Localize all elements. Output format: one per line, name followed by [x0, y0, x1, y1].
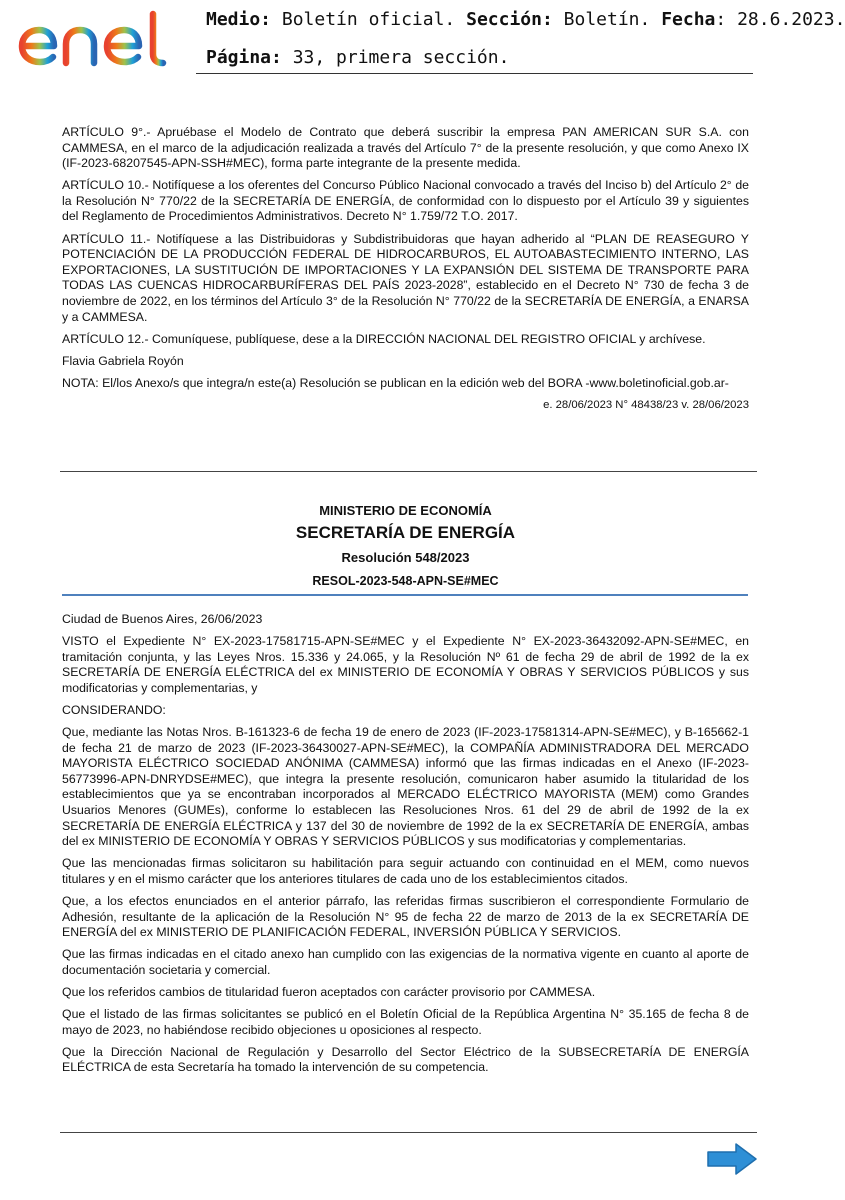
article-10: ARTÍCULO 10.- Notifíquese a los oferentes del Concurso Público Nacional convocado a través del Inciso b) del Artículo 2° de la Resolución N° 770/22 de la SECRETARÍA DE ENERGÍA, de conformidad con lo dispuesto por el Artículo 39 y siguientes del Reglamento de Procedimientos Administrativos. Decreto N° 1.759/72 T.O. 2017. — [62, 178, 749, 224]
visto-paragraph: VISTO el Expediente N° EX-2023-17581715-APN-SE#MEC y el Expediente N° EX-2023-36432092-APN-SE#MEC, en tramitación conjunta, y las Leyes Nros. 15.336 y 24.065, y la Resolución Nº 61 de fecha 29 de abril de 1992 de la ex SECRETARÍA DE ENERGÍA ELÉCTRICA del ex MINISTERIO DE ECONOMÍA Y OBRAS Y SERVICIOS PÚBLICOS y sus modificatorias y complementarias, y — [62, 634, 749, 695]
considerando-3: Que, a los efectos enunciados en el anterior párrafo, las referidas firmas suscribieron el correspondiente Formulario de Adhesión, resultante de la aplicación de la Resolución N° 95 de fecha 22 de marzo de 2013 de la ex SECRETARÍA DE ENERGÍA del ex MINISTERIO DE PLANIFICACIÓN FEDERAL, INVERSIÓN PÚBLICA Y SERVICIOS. — [62, 894, 749, 940]
section-separator — [60, 471, 757, 472]
arrow-right-icon[interactable] — [706, 1142, 758, 1176]
enel-logo — [16, 6, 180, 70]
considerando-7: Que la Dirección Nacional de Regulación y Desarrollo del Sector Eléctrico de la SUBSECRETARÍA DE ENERGÍA ELÉCTRICA de esta Secretaría ha tomado la intervención de su competencia. — [62, 1044, 749, 1075]
article-9: ARTÍCULO 9°.- Apruébase el Modelo de Contrato que deberá suscribir la empresa PAN AMERICAN SUR S.A. con CAMMESA, en el marco de la adjudicación realizada a través del Artículo 7° de la presente resolución, y que como Anexo IX (IF-2023-68207545-APN-SSH#MEC), forma parte integrante de la presente medida. — [62, 125, 749, 171]
secretariat-heading: SECRETARÍA DE ENERGÍA — [295, 523, 516, 542]
signature: Flavia Gabriela Royón — [62, 353, 184, 368]
medio-label: Medio: — [206, 9, 272, 30]
place-date: Ciudad de Buenos Aires, 26/06/2023 — [62, 612, 263, 626]
article-11: ARTÍCULO 11.- Notifíquese a las Distribuidoras y Subdistribuidoras que hayan adherido al “PLAN DE REASEGURO Y POTENCIACIÓN DE LA PRODUCCIÓN FEDERAL DE HIDROCARBUROS, EL AUTOABASTECIMIENTO INTERNO, LAS EXPORTACIONES, LA SUSTITUCIÓN DE IMPORTACIONES Y LA EXPANSIÓN DEL SISTEMA DE TRANSPORTE PARA TODAS LAS CUENCAS HIDROCARBURÍFERAS DEL PAÍS 2023-2028”, establecido en el Decreto N° 730 de fecha 3 de noviembre de 2022, en los términos del Artículo 3° de la Resolución N° 770/22 de la SECRETARÍA DE ENERGÍA, a ENARSA y a CAMMESA. — [62, 231, 749, 324]
title-rule — [62, 594, 748, 596]
pagina-label: Página: — [206, 47, 282, 68]
considerando-5: Que los referidos cambios de titularidad fueron aceptados con carácter provisorio por CAMMESA. — [62, 984, 596, 999]
resolution-number: Resolución 548/2023 — [341, 550, 470, 565]
previous-resolution-text — [62, 125, 749, 420]
considerando-1: Que, mediante las Notas Nros. B-161323-6 de fecha 19 de enero de 2023 (IF-2023-17581314-APN-SE#MEC), y B-165662-1 de fecha 21 de marzo de 2023 (IF-2023-36430027-APN-SE#MEC), la COMPAÑÍA ADMINISTRADORA DEL MERCADO MAYORISTA ELÉCTRICO SOCIEDAD ANÓNIMA (CAMMESA) informó que las firmas indicadas en el Anexo (IF-2023-56773996-APN-DNRYDSE#MEC), que integra la presente resolución, comunicaron haber asumido la titularidad de los establecimientos que ya se encontraban incorporados al MERCADO ELÉCTRICO MAYORISTA (MEM) como Grandes Usuarios Menores (GUMEs), conforme lo establecen las Resoluciones Nros. 61 del 29 de abril de 1992 de la ex SECRETARÍA DE ENERGÍA ELÉCTRICA y 137 del 30 de noviembre de 1992 de la ex SECRETARÍA DE ENERGÍA, ambas del ex MINISTERIO DE ECONOMÍA Y OBRAS Y SERVICIOS PÚBLICOS y sus modificatorias y complementarias. — [62, 725, 749, 849]
article-12: ARTÍCULO 12.- Comuníquese, publíquese, dese a la DIRECCIÓN NACIONAL DEL REGISTRO OFICIAL y archívese. — [62, 331, 706, 346]
bottom-separator — [60, 1132, 757, 1133]
considerando-4: Que las firmas indicadas en el citado anexo han cumplido con las exigencias de la normativa vigente en cuanto al aporte de documentación societaria y comercial. — [62, 947, 749, 977]
medio-value: Boletín oficial. — [281, 9, 456, 30]
fecha-value: : 28.6.2023. — [715, 9, 845, 30]
header-line-2 — [206, 47, 509, 68]
ministry-heading: MINISTERIO DE ECONOMÍA — [319, 503, 492, 518]
annex-note: NOTA: El/los Anexo/s que integra/n este(a) Resolución se publican en la edición web del BORA -www.boletinoficial.gob.ar- — [62, 375, 729, 390]
considerando-6: Que el listado de las firmas solicitantes se publicó en el Boletín Oficial de la República Argentina N° 35.165 de fecha 8 de mayo de 2023, no habiéndose recibido objeciones u oposiciones al respecto. — [62, 1007, 749, 1037]
pagina-value: 33, primera sección. — [292, 47, 510, 68]
considerando-2: Que las mencionadas firmas solicitaron su habilitación para seguir actuando con continuidad en el MEM, como nuevos titulares y en el mismo carácter que los anteriores titulares de cada uno de los establecimientos citados. — [62, 856, 749, 886]
header-line-1 — [206, 9, 845, 30]
publication-line: e. 28/06/2023 N° 48438/23 v. 28/06/2023 — [543, 398, 749, 411]
header-rule — [196, 73, 753, 74]
resolution-548-text — [62, 612, 749, 1082]
fecha-label: Fecha — [661, 9, 716, 30]
seccion-value: Boletín. — [563, 9, 651, 30]
considerando-heading: CONSIDERANDO: — [62, 702, 166, 717]
resolution-code: RESOL-2023-548-APN-SE#MEC — [312, 574, 499, 588]
seccion-label: Sección: — [466, 9, 553, 30]
